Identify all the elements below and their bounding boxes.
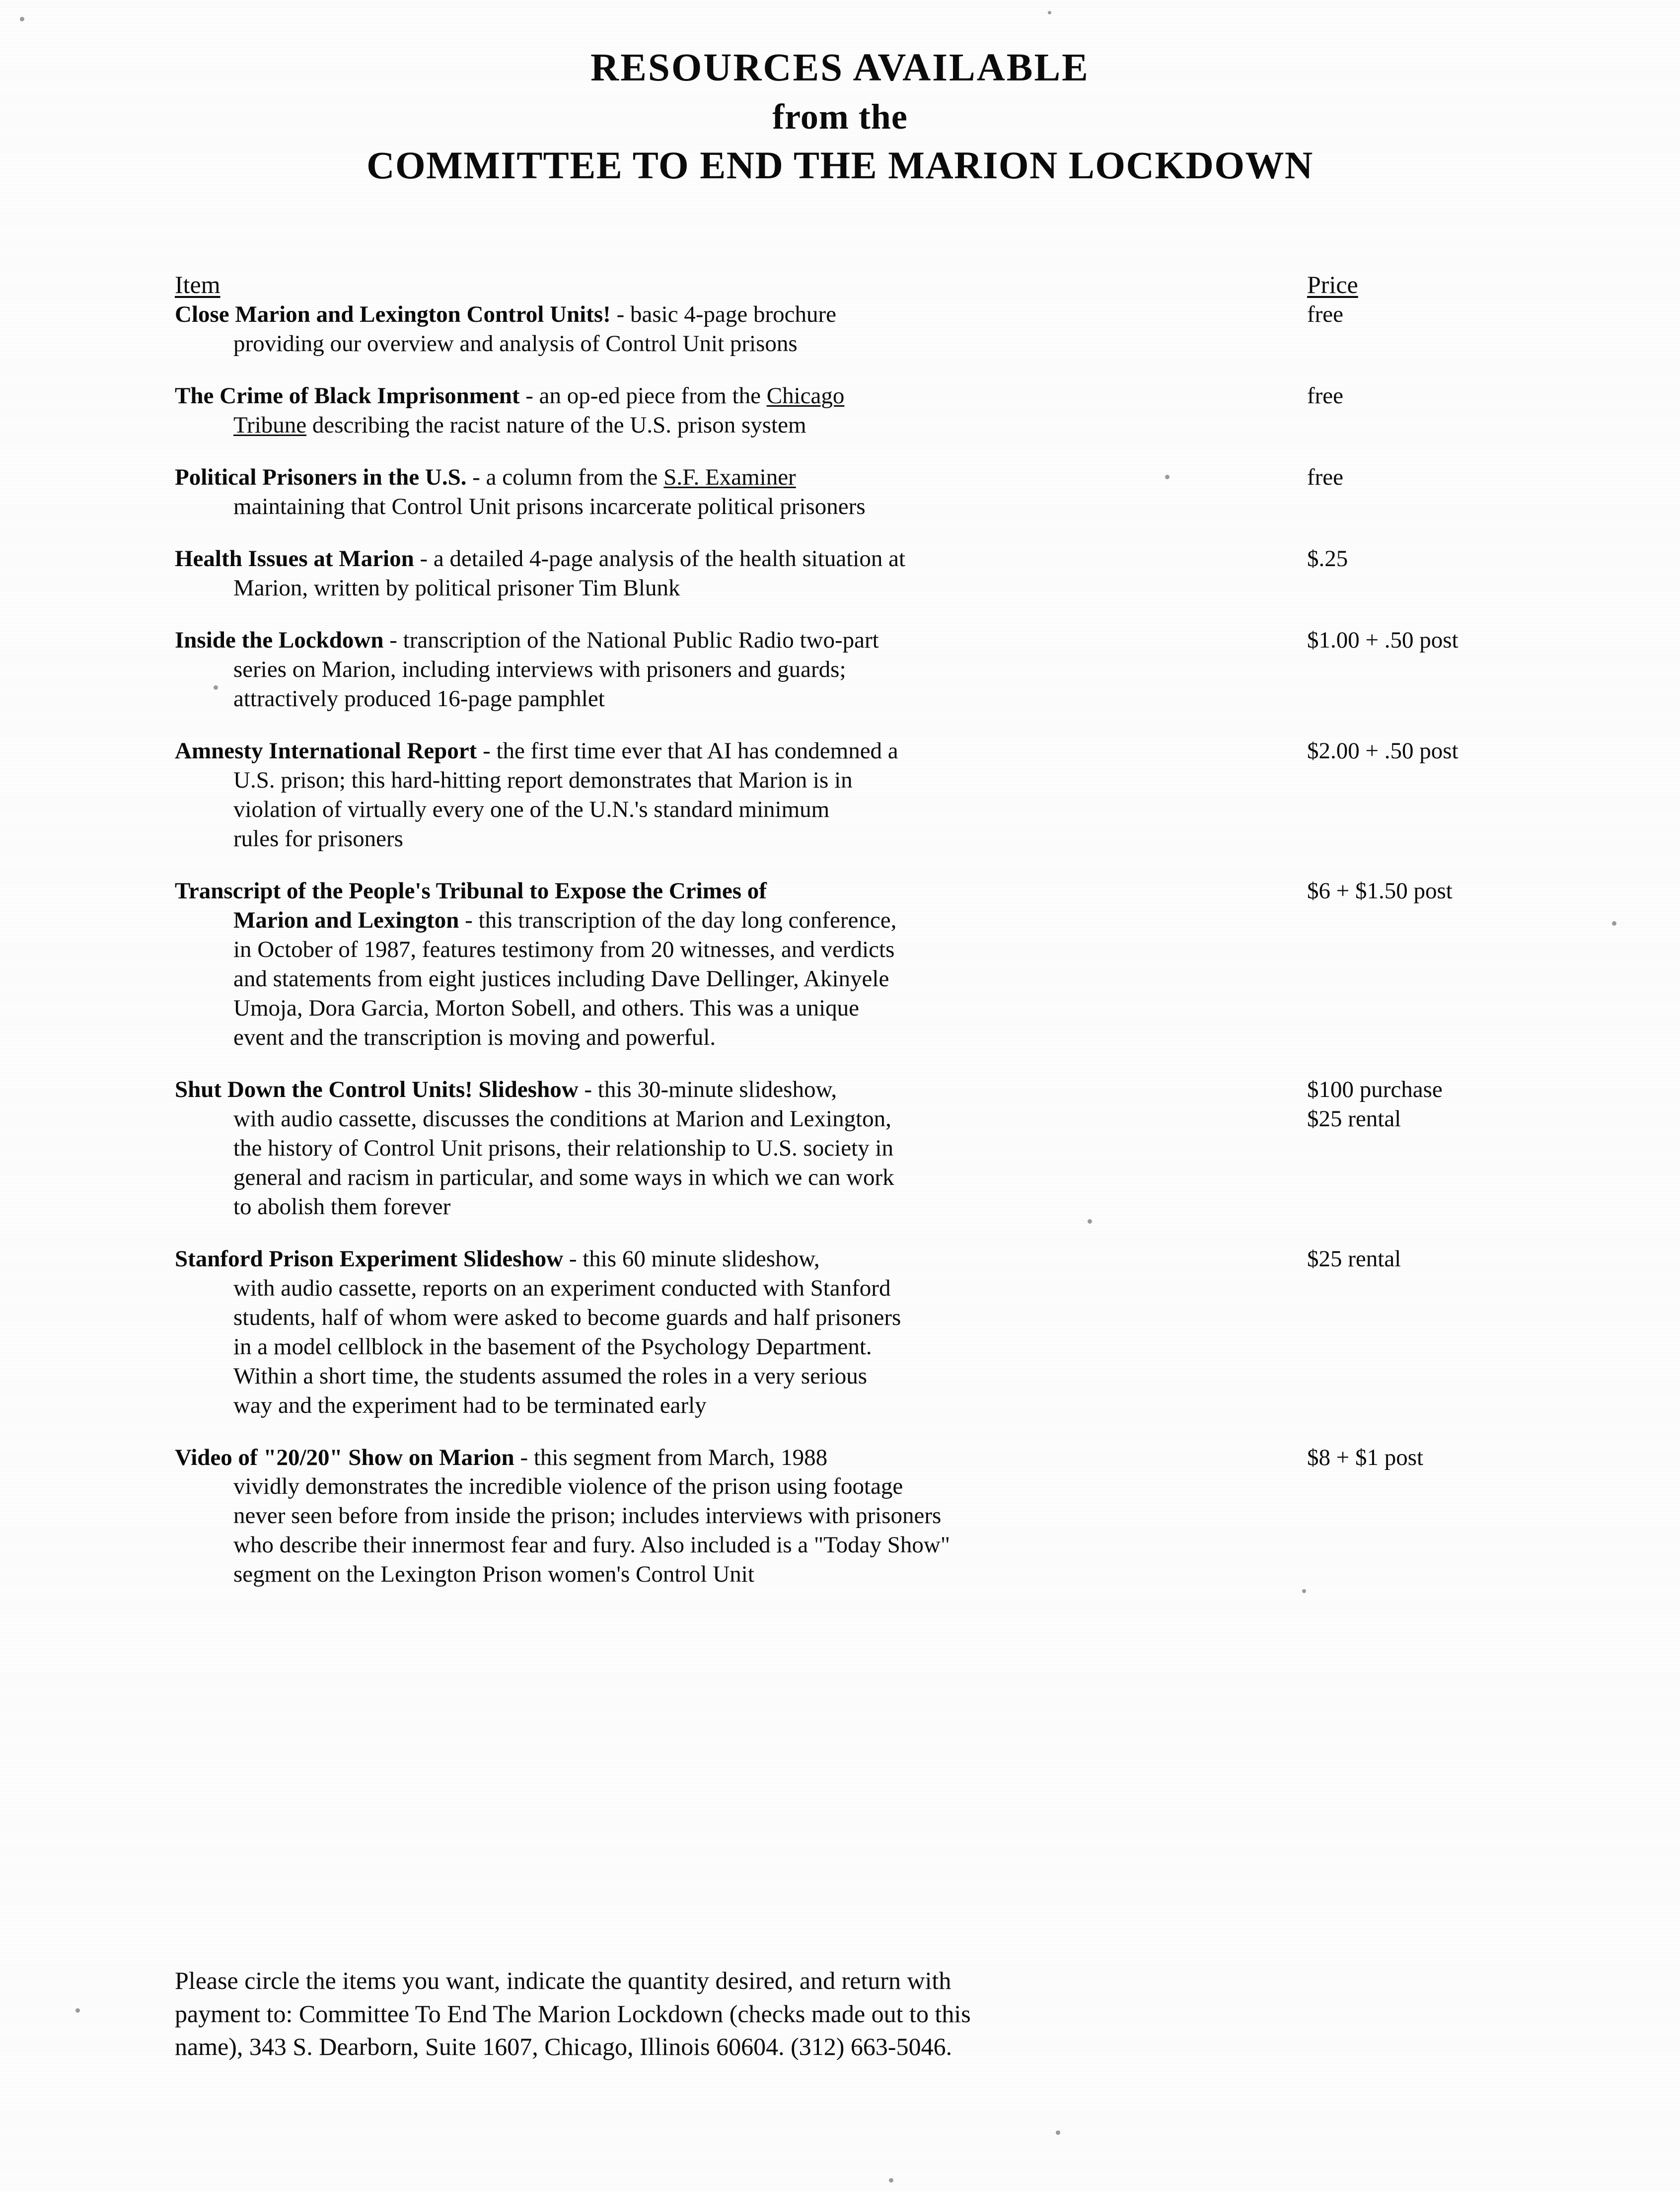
footer-line-1: Please circle the items you want, indicate the quantity desired, and return with (175, 1967, 951, 1994)
price-value: $.25 (1307, 545, 1348, 572)
item-description (175, 1075, 1292, 1222)
item-title: Close Marion and Lexington Control Units! (175, 301, 611, 327)
item-header-label: Item (175, 271, 220, 298)
item-cell (175, 381, 1292, 440)
item-continuation-line: Umoja, Dora Garcia, Morton Sobell, and others. This was a unique (233, 995, 860, 1021)
resources-table (175, 272, 1516, 1589)
footer-line-3: name), 343 S. Dearborn, Suite 1607, Chicago, Illinois 60604. (312) 663-5046. (175, 2033, 952, 2060)
item-continuation-line (175, 411, 1292, 440)
item-subtitle: - a detailed 4-page analysis of the health situation at (414, 545, 906, 572)
item-title: Amnesty International Report (175, 737, 477, 764)
item-continuation-line: event and the transcription is moving and powerful. (233, 1024, 716, 1050)
item-continuation-text: - this transcription of the day long conference, (459, 907, 897, 933)
table-column-headers (175, 272, 1516, 297)
item-continuation-line: general and racism in particular, and some ways in which we can work (233, 1164, 894, 1190)
price-cell (1292, 626, 1516, 655)
item-subtitle: - this segment from March, 1988 (514, 1444, 828, 1470)
item-continuation-line: with audio cassette, discusses the conditions at Marion and Lexington, (233, 1105, 891, 1132)
price-value: $6 + $1.50 post (1307, 877, 1453, 904)
item-cell (175, 463, 1292, 521)
price-cell (1292, 876, 1516, 906)
item-continuation-line: U.S. prison; this hard-hitting report demonstrates that Marion is in (233, 767, 853, 793)
price-value: $1.00 + .50 post (1307, 627, 1459, 653)
price-value: free (1307, 301, 1344, 327)
item-cell (175, 1244, 1292, 1420)
price-value: $25 rental (1307, 1245, 1401, 1272)
item-column-header (175, 272, 1292, 297)
item-title: The Crime of Black Imprisonment (175, 382, 520, 409)
item-cell (175, 1075, 1292, 1222)
item-subtitle: - this 30-minute slideshow, (578, 1076, 837, 1102)
scan-speck (1612, 921, 1616, 926)
item-continuation-line: providing our overview and analysis of Control Unit prisons (233, 330, 798, 357)
item-title: Shut Down the Control Units! Slideshow (175, 1076, 579, 1102)
item-subtitle: - the first time ever that AI has condemned a (477, 737, 898, 764)
item-cell (175, 1443, 1292, 1590)
item-continuation-line: in a model cellblock in the basement of the Psychology Department. (233, 1333, 872, 1360)
price-column-header (1292, 272, 1516, 297)
item-continuation-line: way and the experiment had to be terminated early (233, 1392, 707, 1418)
item-description (175, 1443, 1292, 1590)
item-title: Political Prisoners in the U.S. (175, 464, 467, 490)
item-continuation-line: Within a short time, the students assumed the roles in a very serious (233, 1363, 867, 1389)
item-continuation-line: violation of virtually every one of the U.N.'s standard minimum (233, 796, 830, 822)
footer-line-2: payment to: Committee To End The Marion Lockdown (checks made out to this (175, 1999, 971, 2028)
item-title: Video of "20/20" Show on Marion (175, 1444, 514, 1470)
item-description (175, 736, 1292, 854)
item-cell (175, 300, 1292, 359)
table-row[interactable] (175, 736, 1516, 854)
publication-name: Chicago (766, 382, 845, 409)
item-title-continuation: Marion and Lexington (233, 907, 459, 933)
table-row[interactable] (175, 626, 1516, 714)
item-continuation-line: who describe their innermost fear and fury. Also included is a "Today Show" (233, 1532, 950, 1558)
price-cell (1292, 1443, 1516, 1472)
item-cell (175, 626, 1292, 714)
price-value: $100 purchase (1307, 1076, 1443, 1102)
item-continuation-line: never seen before from inside the prison; includes interviews with prisoners (233, 1503, 942, 1529)
price-header-label: Price (1307, 271, 1358, 298)
table-row[interactable] (175, 544, 1516, 603)
price-cell (1292, 1244, 1516, 1274)
item-continuation-line: series on Marion, including interviews with prisoners and guards; (233, 656, 846, 682)
item-description (175, 626, 1292, 714)
table-row[interactable] (175, 463, 1516, 521)
item-description (175, 544, 1292, 603)
header-line-3: COMMITTEE TO END THE MARION LOCKDOWN (366, 144, 1314, 187)
order-instructions (175, 1964, 1446, 2063)
price-value: free (1307, 464, 1344, 490)
table-row[interactable] (175, 876, 1516, 1052)
item-continuation-line: the history of Control Unit prisons, their relationship to U.S. society in (233, 1135, 893, 1161)
header-line-2: from the (772, 96, 908, 137)
table-row[interactable] (175, 1244, 1516, 1420)
item-continuation-line: with audio cassette, reports on an experiment conducted with Stanford (233, 1275, 891, 1301)
item-continuation-line: and statements from eight justices including Dave Dellinger, Akinyele (233, 965, 889, 992)
price-cell (1292, 463, 1516, 492)
item-cell (175, 736, 1292, 854)
item-description (175, 381, 1292, 440)
publication-name: S.F. Examiner (663, 464, 796, 490)
item-continuation-line: to abolish them forever (233, 1193, 451, 1220)
item-title: Health Issues at Marion (175, 545, 414, 572)
item-title: Transcript of the People's Tribunal to Expose the Crimes of (175, 877, 767, 904)
item-continuation-line: in October of 1987, features testimony from 20 witnesses, and verdicts (233, 936, 895, 962)
item-continuation-line: segment on the Lexington Prison women's Control Unit (233, 1561, 754, 1588)
price-value: free (1307, 382, 1344, 409)
item-title: Inside the Lockdown (175, 627, 384, 653)
price-cell (1292, 544, 1516, 574)
price-value: $2.00 + .50 post (1307, 737, 1459, 764)
item-subtitle: - an op-ed piece from the (519, 382, 767, 409)
item-title: Stanford Prison Experiment Slideshow (175, 1245, 564, 1272)
item-cell (175, 544, 1292, 603)
item-continuation-line: attractively produced 16-page pamphlet (233, 685, 605, 712)
table-row[interactable] (175, 381, 1516, 440)
item-description (175, 876, 1292, 1052)
item-description (175, 463, 1292, 521)
table-row[interactable] (175, 1075, 1516, 1222)
item-description (175, 1244, 1292, 1420)
item-subtitle: - this 60 minute slideshow, (563, 1245, 820, 1272)
table-row[interactable] (175, 300, 1516, 359)
item-cell (175, 876, 1292, 1052)
document-header (0, 43, 1680, 191)
price-value-secondary: $25 rental (1307, 1105, 1401, 1132)
item-continuation-line: rules for prisoners (233, 825, 403, 852)
header-line-1: RESOURCES AVAILABLE (590, 46, 1090, 89)
item-continuation-line: students, half of whom were asked to become guards and half prisoners (233, 1304, 901, 1330)
price-value: $8 + $1 post (1307, 1444, 1424, 1470)
item-description (175, 300, 1292, 359)
price-cell (1292, 1075, 1516, 1134)
scan-speck (75, 2008, 80, 2013)
scan-speck (1302, 1589, 1306, 1593)
item-continuation-line: maintaining that Control Unit prisons incarcerate political prisoners (233, 493, 866, 519)
item-continuation-line (175, 906, 1292, 935)
table-row[interactable] (175, 1443, 1516, 1590)
item-subtitle: - transcription of the National Public Radio two-part (383, 627, 879, 653)
item-subtitle: - basic 4-page brochure (610, 301, 836, 327)
item-continuation-line: Marion, written by political prisoner Tim Blunk (233, 575, 680, 601)
price-cell (1292, 300, 1516, 329)
item-subtitle: - a column from the (466, 464, 664, 490)
item-continuation-text: describing the racist nature of the U.S. prison system (306, 412, 806, 438)
publication-name-cont: Tribune (233, 412, 307, 438)
item-continuation-line: vividly demonstrates the incredible violence of the prison using footage (233, 1473, 903, 1500)
scan-speck (1056, 2130, 1060, 2135)
scan-speck (20, 17, 24, 21)
price-cell (1292, 381, 1516, 411)
scan-speck (1048, 11, 1051, 14)
scan-speck (889, 2178, 893, 2183)
price-cell (1292, 736, 1516, 766)
